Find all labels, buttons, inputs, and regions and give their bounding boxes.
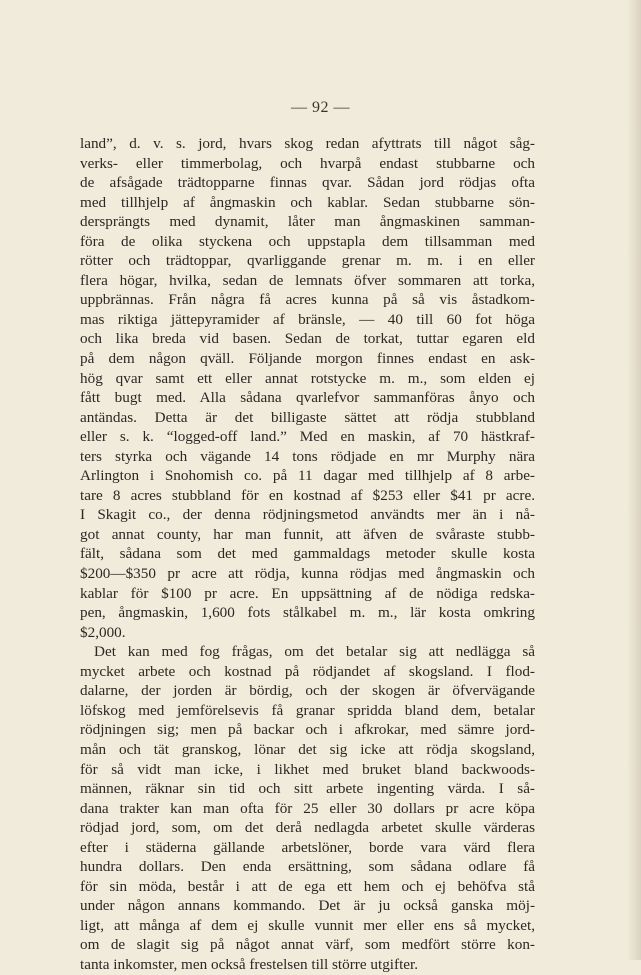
text-line: dana trakter kan man ofta för 25 eller 30 dollars pr acre köpa bbox=[80, 799, 535, 817]
text-line: mycket arbete och kostnad på rödjandet af skogsland. I flod- bbox=[80, 662, 535, 680]
text-line: pen, ångmaskin, 1,600 fots stålkabel m. m., lär kosta omkring bbox=[80, 604, 535, 622]
text-line: rödjad jord, som, om det derå nedlagda arbetet skulle värderas bbox=[80, 819, 535, 837]
text-line: verks- eller timmerbolag, och hvarpå endast stubbarne och bbox=[80, 154, 535, 172]
text-line: kablar för $100 pr acre. En uppsättning af de nödiga redska- bbox=[80, 584, 535, 602]
text-line: dersprängts med dynamit, låter man ångmaskinen samman- bbox=[80, 213, 535, 231]
paragraph bbox=[80, 134, 535, 642]
text-line: fått bugt med. Alla sådana qvarlefvor sammanföras ånyo och bbox=[80, 389, 535, 407]
paragraph bbox=[80, 642, 535, 974]
body-text bbox=[80, 134, 535, 975]
text-line: rötter och trädtoppar, qvarliggande grenar m. m. i en eller bbox=[80, 252, 535, 270]
text-line: om de slagit sig på något annat värf, som medfört större kon- bbox=[80, 936, 535, 954]
text-line: eller s. k. “logged-off land.” Med en maskin, af 70 hästkraf- bbox=[80, 428, 535, 446]
text-line: ligt, att många af dem ej skulle vunnit mer eller ens så mycket, bbox=[80, 916, 535, 934]
text-line: tanta inkomster, men också frestelsen till större utgifter. bbox=[80, 955, 419, 973]
text-line: Det kan med fog frågas, om det betalar sig att nedlägga så bbox=[94, 643, 535, 661]
text-line: för så vidt man icke, i likhet med bruket bland backwoods- bbox=[80, 760, 535, 778]
text-line: under någon annans kommando. Det är ju också ganska möj- bbox=[80, 897, 535, 915]
text-line: hög qvar samt ett eller annat rotstycke m. m., som elden ej bbox=[80, 369, 535, 387]
text-line: antändas. Detta är det billigaste sättet att rödja stubbland bbox=[80, 408, 535, 426]
text-line: ters styrka och vägande 14 tons rödjade en mr Murphy nära bbox=[80, 447, 535, 465]
page-number: — 92 — bbox=[291, 99, 350, 116]
text-line: och lika breda vid basen. Sedan de torkat, tuttar egaren eld bbox=[80, 330, 535, 348]
text-line: föra de olika styckena och uppstapla dem tillsamman med bbox=[80, 232, 535, 250]
text-line: land”, d. v. s. jord, hvars skog redan afyttrats till något såg- bbox=[80, 135, 535, 152]
text-line: flera högar, hvilka, sedan de lemnats öfver sommaren att torka, bbox=[80, 271, 535, 289]
text-line: mån och tät granskog, lönar det sig icke att rödja skogsland, bbox=[80, 740, 535, 758]
paragraph-container bbox=[80, 134, 535, 975]
text-line: med tillhjelp af ångmaskin och kablar. Sedan stubbarne sön- bbox=[80, 193, 535, 211]
text-line: efter i städerna gällande arbetslöner, borde vara värd flera bbox=[80, 838, 535, 856]
text-line: tare 8 acres stubbland för en kostnad af $253 eller $41 pr acre. bbox=[80, 486, 535, 504]
text-line: mas riktiga jättepyramider af bränsle, — 40 till 60 fot höga bbox=[80, 310, 535, 328]
text-line: hundra dollars. Den enda ersättning, som sådana odlare få bbox=[80, 858, 535, 876]
text-line: uppbrännas. Från några få acres kunna på så vis åstadkom- bbox=[80, 291, 535, 309]
text-line: fält, sådana som det med gammaldags metoder skulle kosta bbox=[80, 545, 535, 563]
text-line: got annat county, har man funnit, att äfven de svåraste stubb- bbox=[80, 525, 535, 543]
text-line: för sin möda, består i att de ega ett hem och ej behöfva stå bbox=[80, 877, 535, 895]
text-line: Arlington i Snohomish co. på 11 dagar med tillhjelp af 8 arbe- bbox=[80, 467, 535, 485]
text-line: $2,000. bbox=[80, 623, 126, 641]
text-line: rödjningen sig; men på backar och i afkrokar, med sämre jord- bbox=[80, 721, 535, 739]
text-line: dalarne, der jorden är bördig, och der skogen är öfvervägande bbox=[80, 682, 535, 700]
page-edge-shadow bbox=[627, 0, 641, 960]
text-line: I Skagit co., der denna rödjningsmetod användts mer än i nå- bbox=[80, 506, 535, 524]
text-line: på dem någon qväll. Följande morgon finnes endast en ask- bbox=[80, 350, 535, 368]
text-line: de afsågade trädtopparne finnas qvar. Sådan jord rödjas ofta bbox=[80, 174, 535, 192]
text-line: $200—$350 pr acre att rödja, kunna rödjas med ångmaskin och bbox=[80, 565, 535, 583]
text-line: männen, räknar sin tid och sitt arbete ingenting värda. I så- bbox=[80, 780, 535, 798]
text-line: löfskog med jemförelsevis få granar spridda bland dem, betalar bbox=[80, 701, 535, 719]
